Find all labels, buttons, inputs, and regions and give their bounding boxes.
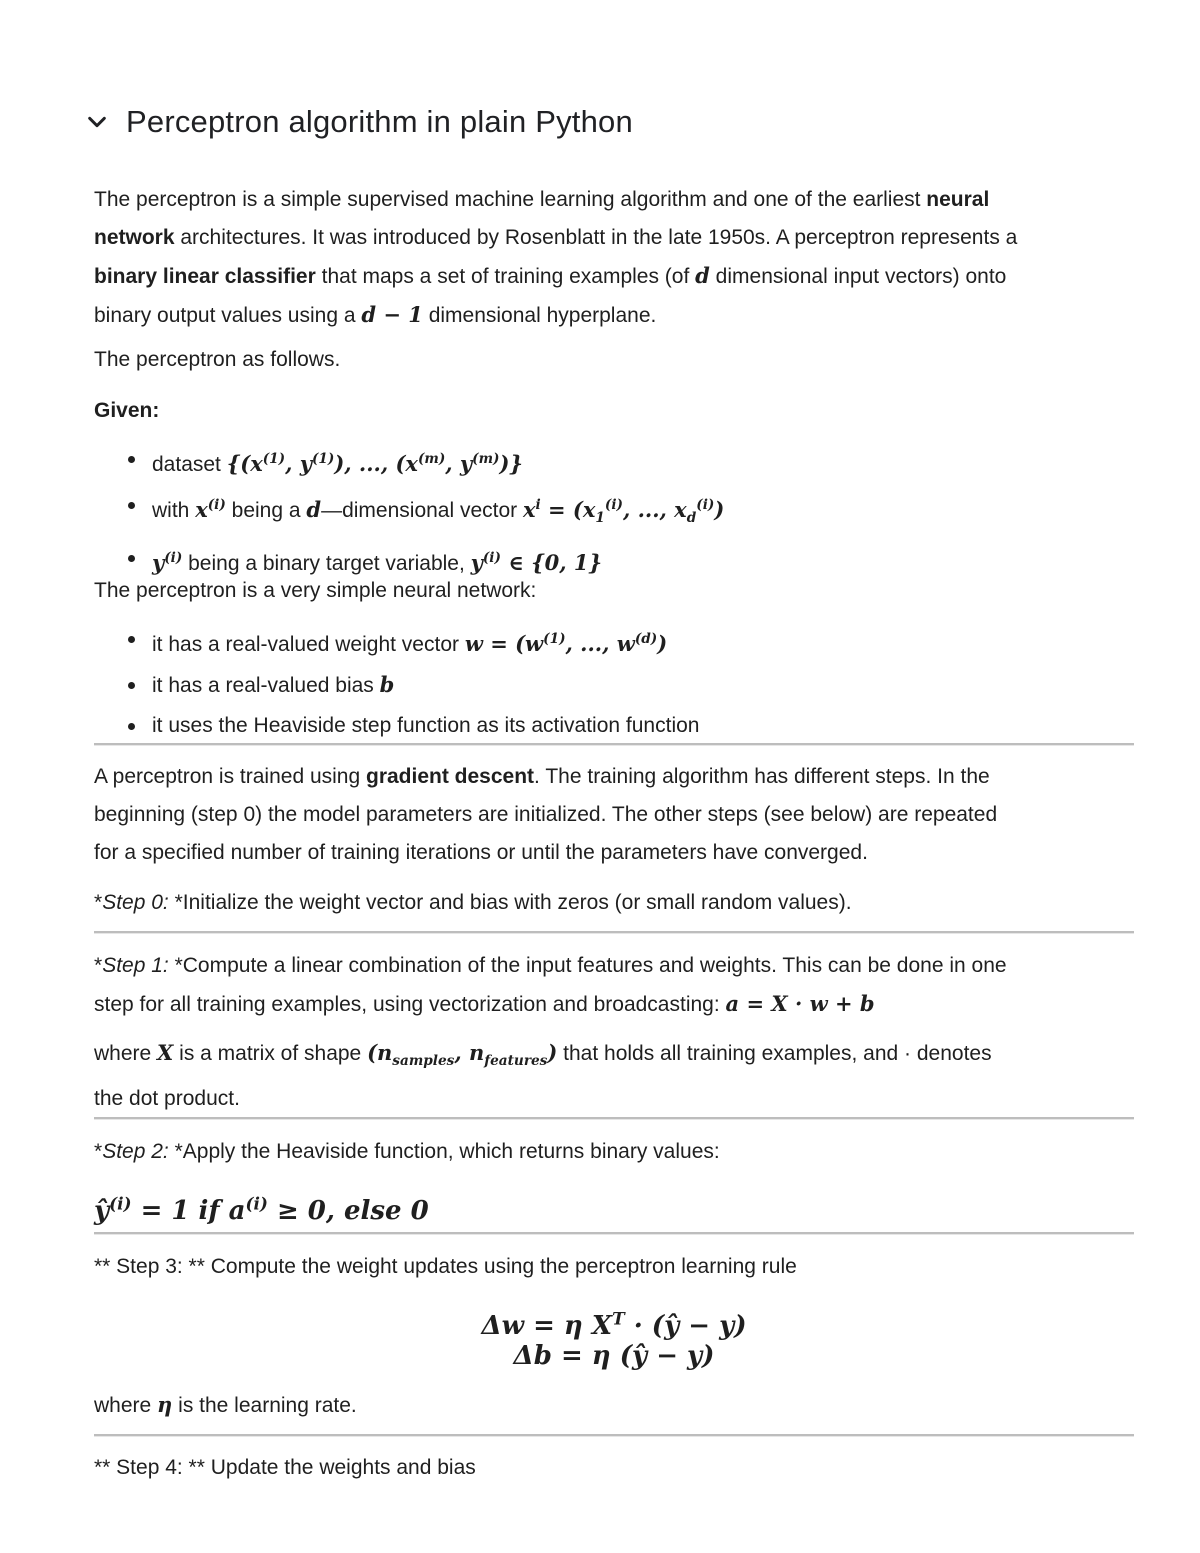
intro-paragraph: The perceptron is a simple supervised machine learning algorithm and one of the earliest neural network architectures. It was introduced by Rosenblatt in the late 1950s. A perceptron represents a binary linear classifier that maps a set of training examples (of d dimensional input vectors) onto binary output values using a d − 1 dimensional hyperplane. (94, 188, 1018, 327)
as-follows-text: The perceptron as follows. (94, 348, 341, 371)
list-item: $y^{(i)}$ being a binary target variable, $y^{(i)}$ ∈ {0, 1} (124, 538, 1124, 584)
step0-text: *Step 0: *Initialize the weight vector and bias with zeros (or small random values). (94, 891, 852, 914)
divider (94, 931, 1134, 933)
nn-properties-list (124, 619, 1124, 746)
given-label: Given: (94, 399, 160, 422)
learning-rate-text: where η is the learning rate. (94, 1392, 357, 1417)
step2-formula: $ŷ^{(i)} = 1$ if $a^{(i)} \ge 0$, else 0 (94, 1193, 429, 1226)
training-paragraph: A perceptron is trained using gradient descent. The training algorithm has different steps. In the beginning (step 0) the model parameters are initialized. The other steps (see below) are repeated for a specified number of training iterations or until the parameters have converged. (94, 765, 998, 864)
divider (94, 1434, 1134, 1436)
dataset-math: {($x^{(1)}$, $y^{(1)}$), ..., ($x^{(m)}$, $y^{(m)}$)} (226, 451, 523, 476)
list-item: it has a real-valued bias b (124, 665, 1124, 706)
divider (94, 1117, 1134, 1119)
divider (94, 1232, 1134, 1234)
step4-text: ** Step 4: ** Update the weights and bias (94, 1456, 476, 1479)
step1-where-text: where X is a matrix of shape ($n_{samples}$, $n_{features}$) that holds all training examples, and · denotes the dot product. (94, 1040, 992, 1111)
simple-nn-text: The perceptron is a very simple neural network: (94, 579, 537, 602)
list-item: dataset {($x^{(1)}$, $y^{(1)}$), ..., ($x^{(m)}$, $y^{(m)}$)} (124, 439, 1124, 485)
section-heading[interactable] (86, 104, 633, 140)
chevron-down-icon[interactable] (86, 111, 108, 133)
step2-text: *Step 2: *Apply the Heaviside function, which returns binary values: (94, 1140, 720, 1163)
divider (94, 743, 1134, 745)
list-item: it uses the Heaviside step function as its activation function (124, 706, 1124, 746)
list-item: it has a real-valued weight vector $w = (w^{(1)}$, ..., $w^{(d)}$) (124, 619, 1124, 665)
step3-text: ** Step 3: ** Compute the weight updates using the perceptron learning rule (94, 1255, 797, 1278)
step1-text: *Step 1: *Compute a linear combination of the input features and weights. This can be done in one step for all training examples, using vectorization and broadcasting: a = X · w + b (94, 954, 1007, 1016)
list-item: with $x^{(i)}$ being a d—dimensional vector $x^i = (x_1^{(i)}$, ..., $x_d^{(i)}$) (124, 485, 1124, 538)
given-list (124, 439, 1124, 584)
bias-update-equation: Δb = η (ŷ − y) (513, 1341, 715, 1371)
weight-update-equation: Δw = η $X^T$ · (ŷ − y) (481, 1308, 747, 1341)
section-title: Perceptron algorithm in plain Python (126, 104, 633, 139)
